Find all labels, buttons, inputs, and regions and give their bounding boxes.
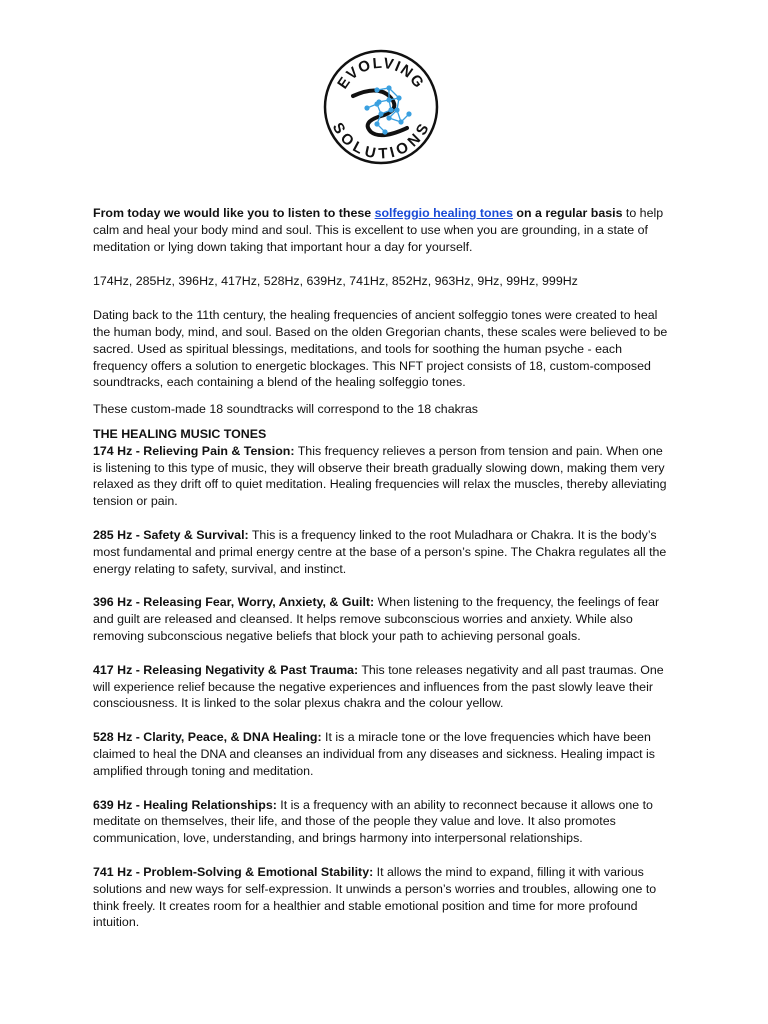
tone-title: 741 Hz - Problem-Solving & Emotional Stability: xyxy=(93,864,374,879)
tone-title: 528 Hz - Clarity, Peace, & DNA Healing: xyxy=(93,730,322,745)
document-body xyxy=(93,205,675,931)
intro-lead: From today we would like you to listen to these xyxy=(93,206,375,220)
tone-title: 285 Hz - Safety & Survival: xyxy=(93,527,249,542)
tones-list xyxy=(93,443,675,931)
tone-item xyxy=(93,594,675,644)
tone-body: This tone releases negativity and all past traumas. One will experience relief because the negative experiences and influences from the past slowly leave their consciousness. It is linked to the solar plexus chakra and the colour yellow. xyxy=(93,662,664,711)
tone-body: It is a miracle tone or the love frequencies which have been claimed to heal the DNA and cleanses an individual from any diseases and sickness. Healing impact is amplified through toning and meditation. xyxy=(93,730,656,778)
tone-body: When listening to the frequency, the feelings of fear and guilt are released and cleansed. It helps remove subconscious worries and anxiety. While also removing subconscious negative beliefs that block your path to achieving personal goals. xyxy=(93,595,660,643)
tone-item xyxy=(93,864,675,931)
solfeggio-tones-link[interactable]: solfeggio healing tones xyxy=(374,206,513,220)
tone-item xyxy=(93,527,675,577)
tone-title: 639 Hz - Healing Relationships: xyxy=(93,797,277,812)
svg-text:EVOLVING: EVOLVING xyxy=(334,54,428,93)
svg-text:SOLUTIONS: SOLUTIONS xyxy=(328,119,434,163)
custom-note: These custom-made 18 soundtracks will correspond to the 18 chakras xyxy=(93,402,478,417)
tone-item xyxy=(93,797,675,847)
tone-item xyxy=(93,443,675,510)
tone-body: This is a frequency linked to the root Muladhara or Chakra. It is the body’s most fundamental and primal energy centre at the base of a person’s spine. The Chakra regulates all the energy relating to safety, survival, and instinct. xyxy=(93,527,667,576)
intro-paragraph xyxy=(93,205,675,255)
logo-emblem-icon xyxy=(319,48,443,166)
tone-title: 174 Hz - Relieving Pain & Tension: xyxy=(93,443,295,458)
evolving-solutions-logo xyxy=(319,48,443,166)
tone-body: It is a frequency with an ability to reconnect because it allows one to meditate on themselves, their life, and those of the people they value and love. It also promotes communication, love, understanding, and brings harmony into interpersonal relationships. xyxy=(93,797,653,846)
frequency-list: 174Hz, 285Hz, 396Hz, 417Hz, 528Hz, 639Hz, 741Hz, 852Hz, 963Hz, 9Hz, 99Hz, 999Hz xyxy=(93,274,578,289)
intro-rest: to help calm and heal your body mind and soul. This is excellent to use when you are grounding, in a state of meditation or lying down taking that important hour a day for yourself. xyxy=(93,206,664,254)
tone-title: 417 Hz - Releasing Negativity & Past Trauma: xyxy=(93,662,359,677)
intro-bold-tail: on a regular basis xyxy=(512,206,623,220)
section-heading: THE HEALING MUSIC TONES xyxy=(93,426,267,441)
tone-item xyxy=(93,662,675,712)
history-paragraph: Dating back to the 11th century, the healing frequencies of ancient solfeggio tones were created to heal the human body, mind, and soul. Based on the olden Gregorian chants, these scales were believed to be sacred. Used as spiritual blessings, meditations, and tools for soothing the human psyche - each frequency offers a solution to energetic blockages. This NFT project consists of 18, custom-composed soundtracks, each containing a blend of the healing solfeggio tones. xyxy=(93,308,668,390)
tone-item xyxy=(93,729,675,779)
tone-body: It allows the mind to expand, filling it with various solutions and new ways for self-expression. It unwinds a person’s worries and troubles, allowing one to think freely. It creates room for a healthier and stable emotional position and time for more profound intuition. xyxy=(93,864,657,930)
tone-title: 396 Hz - Releasing Fear, Worry, Anxiety, & Guilt: xyxy=(93,595,375,610)
tone-body: This frequency relieves a person from tension and pain. When one is listening to this type of music, they will observe their breath gradually slowing down, making them very relaxed as they drift off to quiet meditation. Healing frequencies will relax the muscles, thereby alleviating tension or pain. xyxy=(93,443,667,509)
